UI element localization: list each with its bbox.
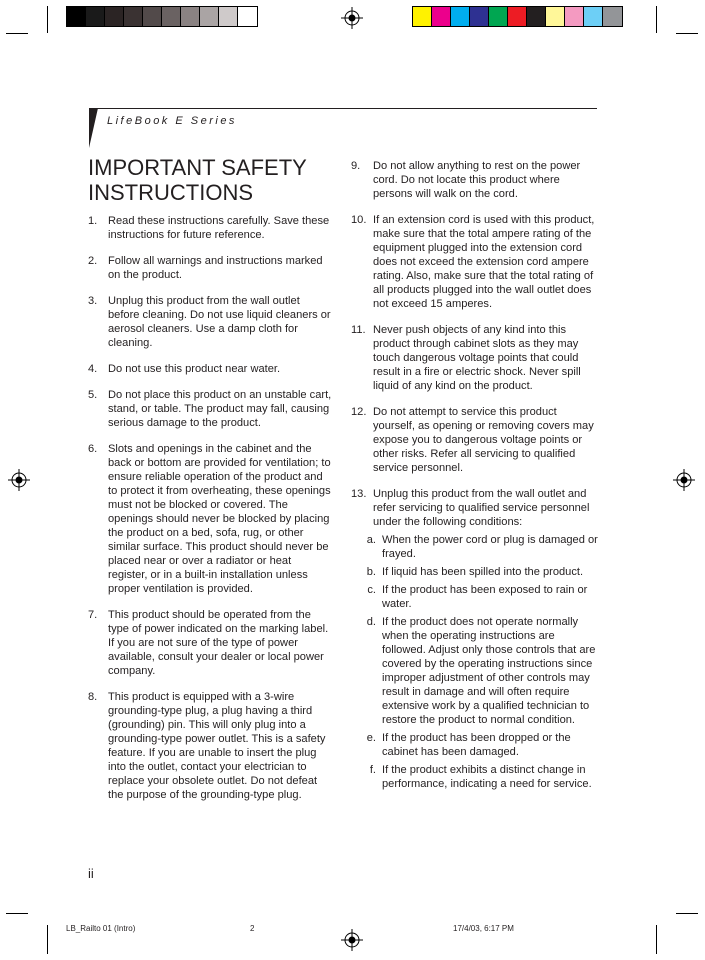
sub-item-text: If liquid has been spilled into the product. [382,566,584,578]
crop-mark [47,6,48,33]
list-item [88,442,333,596]
item-text: Read these instructions carefully. Save these instructions for future reference. [108,215,330,241]
color-swatch [489,7,508,26]
slug-filename: LB_Railto 01 (Intro) [66,924,136,933]
sub-list-item [351,565,598,579]
sub-list-item [351,763,598,791]
color-swatch [238,7,257,26]
sub-item-text: If the product has been dropped or the cabinet has been damaged. [382,732,571,758]
color-swatch [124,7,143,26]
item-number: 5. [88,389,98,401]
sub-item-text: If the product does not operate normally when the operating instructions are followed. Adjust only those controls that are covered by the operating instructions since improper adjustment of other controls may result in damage and will often require extensive work by a qualified technician to restore the product to normal condition. [382,616,596,726]
color-swatch [584,7,603,26]
item-number: 11. [351,324,366,336]
crop-mark [656,925,657,954]
list-item [88,388,333,430]
item-number: 3. [88,295,98,307]
list-item [351,323,598,393]
color-swatch [200,7,219,26]
page-number: ii [88,866,94,881]
right-column [351,159,598,791]
color-swatch [86,7,105,26]
sub-item-text: If the product has been exposed to rain or water. [382,584,588,610]
process-color-bar [412,6,623,27]
sub-item-letter: c. [367,584,376,596]
list-item [351,159,598,201]
sub-list-item [351,731,598,759]
color-swatch [219,7,238,26]
item-text: Unplug this product from the wall outlet before cleaning. Do not use liquid cleaners or aerosol cleaners. Use a damp cloth for cleaning. [108,295,331,349]
color-swatch [603,7,622,26]
item-number: 8. [88,691,98,703]
header-tab-marker [89,108,98,148]
list-item [88,690,333,802]
item-text: Slots and openings in the cabinet and the back or bottom are provided for ventilation; to ensure reliable operation of the product and to protect it from overheating, these openings must not be blocked or covered. The openings should never be blocked by placing the product on a bed, sofa, rug, or other similar surface. This product should never be placed near or over a radiator or heat register, or in a built-in installation unless proper ventilation is provided. [108,443,331,595]
sub-item-letter: d. [366,616,376,628]
list-item [88,294,333,350]
sub-item-letter: f. [369,764,376,776]
item-text: Do not use this product near water. [108,363,281,375]
grayscale-color-bar [66,6,258,27]
list-item [351,213,598,311]
sub-item-text: If the product exhibits a distinct change in performance, indicating a need for service. [382,764,592,790]
header-rule [89,108,597,109]
color-swatch [162,7,181,26]
item-text: Never push objects of any kind into this product through cabinet slots as they may touch dangerous voltage points that could result in a fire or electric shock. Never spill liquid of any kind on the product. [373,324,581,392]
list-item [351,487,598,529]
color-swatch [181,7,200,26]
color-swatch [67,7,86,26]
crop-mark [47,925,48,954]
sub-list-item [351,533,598,561]
item-text: This product should be operated from the type of power indicated on the marking label. If you are not sure of the type of power available, consult your dealer or local power company. [108,609,329,677]
color-swatch [546,7,565,26]
page-title: IMPORTANT SAFETY INSTRUCTIONS [88,155,307,205]
item-text: Do not attempt to service this product yourself, as opening or removing covers may expose you to dangerous voltage points or other risks. Refer all servicing to qualified service personnel. [373,406,594,474]
item-number: 1. [88,215,98,227]
slug-date: 17/4/03, 6:17 PM [453,924,514,933]
item-number: 2. [88,255,98,267]
list-item [88,362,333,376]
registration-mark-icon [341,7,363,29]
item-text: This product is equipped with a 3-wire grounding-type plug, a plug having a third (grounding) pin. This will only plug into a grounding-type power outlet. This is a safety feature. If you are unable to insert the plug into the outlet, contact your electrician to replace your obsolete outlet. Do not defeat the purpose of the grounding-type plug. [108,691,326,801]
registration-mark-icon [341,929,363,951]
crop-mark [6,913,28,914]
color-swatch [413,7,432,26]
item-number: 12. [351,406,367,418]
sub-item-letter: e. [366,732,376,744]
item-text: Do not allow anything to rest on the power cord. Do not locate this product where persons will walk on the cord. [373,160,581,200]
item-number: 13. [351,488,367,500]
list-item [88,254,333,282]
crop-mark [676,913,698,914]
list-item [351,405,598,475]
left-column [88,214,333,802]
item-number: 7. [88,609,98,621]
item-number: 10. [351,214,367,226]
color-swatch [105,7,124,26]
sub-item-text: When the power cord or plug is damaged or frayed. [382,534,598,560]
color-swatch [565,7,584,26]
registration-mark-icon [8,469,30,491]
item-text: Do not place this product on an unstable cart, stand, or table. The product may fall, causing serious damage to the product. [108,389,332,429]
crop-mark [6,33,28,34]
item-text: Follow all warnings and instructions marked on the product. [108,255,323,281]
registration-mark-icon [673,469,695,491]
item-text: Unplug this product from the wall outlet and refer servicing to qualified service personnel under the following conditions: [373,488,590,528]
list-item [88,608,333,678]
color-swatch [508,7,527,26]
color-swatch [143,7,162,26]
running-header: LifeBook E Series [107,115,237,127]
color-swatch [432,7,451,26]
item-number: 6. [88,443,98,455]
crop-mark [676,33,698,34]
crop-mark [656,6,657,33]
color-swatch [470,7,489,26]
sub-list-item [351,583,598,611]
list-item [88,214,333,242]
color-swatch [451,7,470,26]
sub-item-letter: a. [366,534,376,546]
item-number: 4. [88,363,98,375]
sub-item-letter: b. [366,566,376,578]
slug-page: 2 [250,924,255,933]
sub-list-item [351,615,598,727]
color-swatch [527,7,546,26]
item-number: 9. [351,160,361,172]
item-text: If an extension cord is used with this product, make sure that the total ampere rating of the equipment plugged into the extension cord does not exceed the extension cord ampere rating. Also, make sure that the total rating of all products plugged into the wall outlet does not exceed 15 amperes. [373,214,595,310]
